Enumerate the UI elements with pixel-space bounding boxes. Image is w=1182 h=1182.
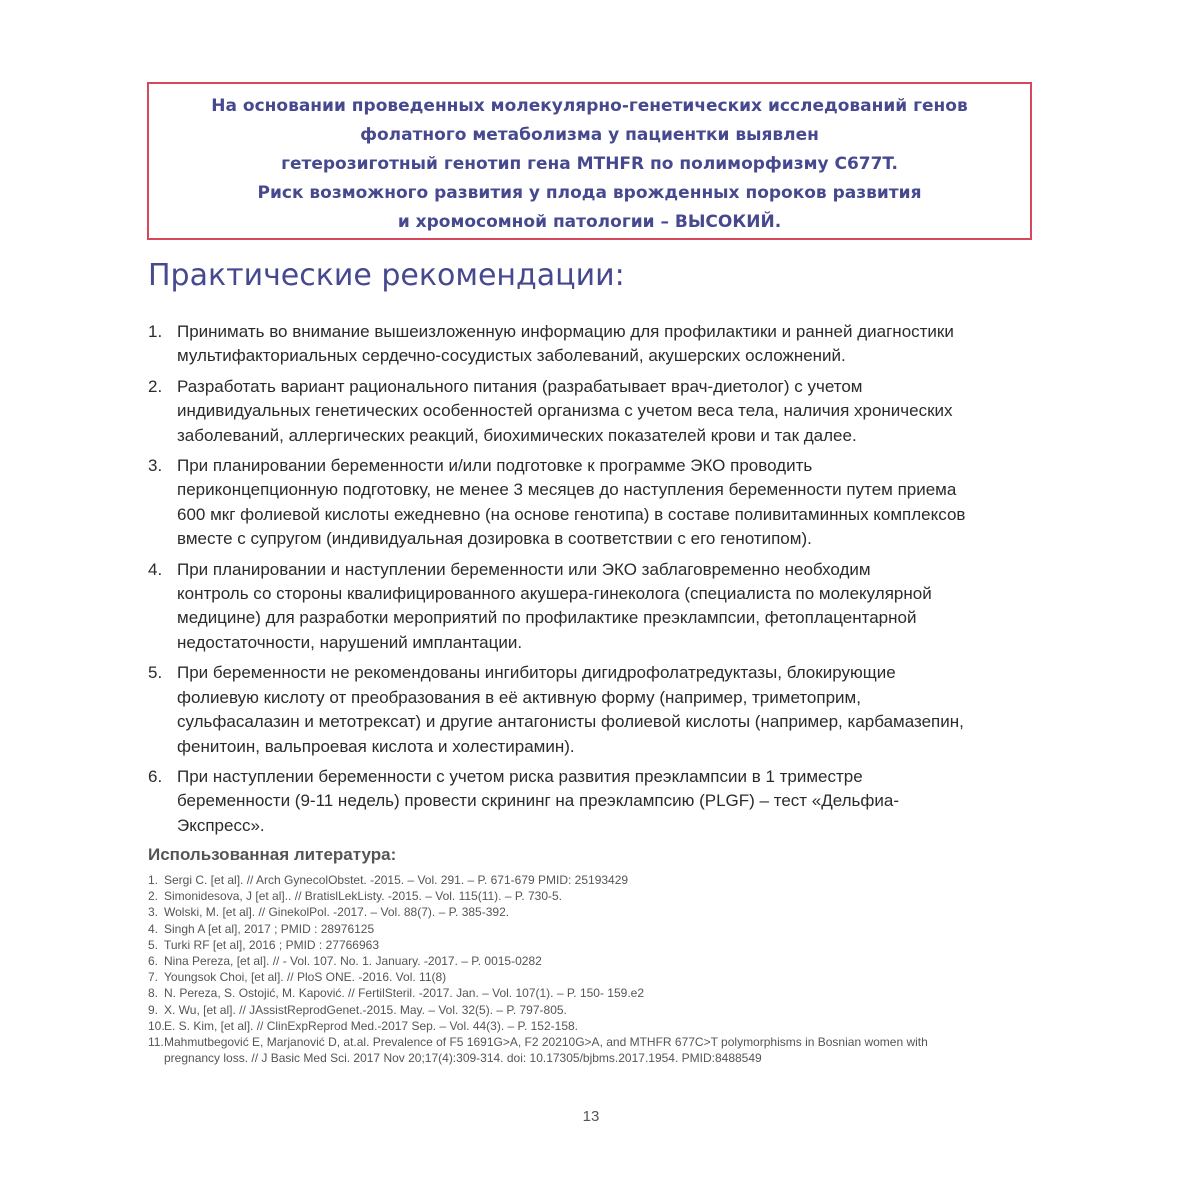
reference-number: 7. <box>148 970 159 985</box>
reference-number: 2. <box>148 889 159 904</box>
recommendation-text-line: мультифакториальных сердечно-сосудистых заболеваний, акушерских осложнений. <box>177 346 846 366</box>
recommendation-item <box>148 558 1038 656</box>
recommendation-text-line: При планировании беременности и/или подготовке к программе ЭКО проводить <box>177 456 813 476</box>
conclusion-box <box>147 82 1032 240</box>
conclusion-line: На основании проведенных молекулярно-генетических исследований генов <box>211 96 968 116</box>
reference-text: N. Pereza, S. Ostojić, M. Kapović. // FertilSteril. -2017. Jan. – Vol. 107(1). – P. 150- 159.e2 <box>164 986 645 1001</box>
recommendation-item <box>148 454 1038 552</box>
reference-number: 5. <box>148 937 159 952</box>
recommendation-text-line: Экспресс». <box>177 815 265 835</box>
reference-item <box>148 904 1038 920</box>
recommendation-text-line: При наступлении беременности с учетом риска развития преэклампсии в 1 триместре <box>177 766 863 786</box>
reference-item <box>148 1018 1038 1034</box>
recommendation-number: 2. <box>148 376 163 396</box>
reference-item <box>148 937 1038 953</box>
references-heading: Использованная литература: <box>148 845 397 864</box>
recommendation-text-line: сульфасалазин и метотрексат) и другие антагонисты фолиевой кислоты (например, карбамазепин, <box>177 712 964 732</box>
conclusion-line: гетерозиготный генотип гена MTHFR по полиморфизму C677T. <box>281 154 898 174</box>
reference-number: 9. <box>148 1002 159 1017</box>
reference-number: 4. <box>148 921 159 936</box>
reference-text: Wolski, M. [et al]. // GinekolPol. -2017. – Vol. 88(7). – P. 385-392. <box>164 905 510 920</box>
reference-item <box>148 985 1038 1001</box>
recommendation-number: 6. <box>148 766 163 786</box>
references-list <box>148 872 1038 1066</box>
recommendation-text-line: Принимать во внимание вышеизложенную информацию для профилактики и ранней диагностики <box>177 322 954 341</box>
recommendation-text-line: индивидуальных генетических особенностей организма с учетом веса тела, наличия хронических <box>177 401 953 421</box>
reference-text: Simonidesova, J [et al].. // BratislLekListy. -2015. – Vol. 115(11). – P. 730-5. <box>164 889 562 904</box>
recommendation-text-line: заболеваний, аллергических реакций, биохимических показателей крови и так далее. <box>177 425 857 445</box>
recommendation-text-line: вместе с супругом (индивидуальная дозировка в соответствии с его генотипом). <box>177 529 812 549</box>
conclusion-line: фолатного метаболизма у пациентки выявлен <box>360 125 819 145</box>
reference-item <box>148 969 1038 985</box>
recommendation-number: 4. <box>148 559 163 579</box>
recommendation-item <box>148 320 1038 369</box>
recommendation-number: 3. <box>148 456 163 476</box>
recommendation-item <box>148 661 1038 759</box>
reference-number: 11. <box>148 1035 164 1050</box>
reference-text: Youngsok Choi, [et al]. // PloS ONE. -2016. Vol. 11(8) <box>164 970 447 985</box>
reference-text: Nina Pereza, [et al]. // - Vol. 107. No. 1. January. -2017. – P. 0015-0282 <box>164 954 542 969</box>
recommendations-list <box>148 320 1038 844</box>
recommendation-text-line: При планировании и наступлении беременности или ЭКО заблаговременно необходим <box>177 559 871 579</box>
reference-text: Turki RF [et al], 2016 ; PMID : 27766963 <box>164 937 379 952</box>
reference-item <box>148 1002 1038 1018</box>
reference-text: X. Wu, [et al]. // JAssistReprodGenet.-2015. May. – Vol. 32(5). – P. 797-805. <box>164 1002 567 1017</box>
section-title: Практические рекомендации: <box>148 258 625 293</box>
reference-item <box>148 921 1038 937</box>
reference-item <box>148 872 1038 888</box>
reference-text: Mahmutbegović E, Marjanović D, at.al. Prevalence of F5 1691G>A, F2 20210G>A, and MTHFR 677C>T polymorphisms in Bosnian women with <box>164 1035 928 1050</box>
recommendation-text-line: При беременности не рекомендованы ингибиторы дигидрофолатредуктазы, блокирующие <box>177 663 896 683</box>
reference-number: 1. <box>148 873 159 887</box>
reference-text: Singh A [et al], 2017 ; PMID : 28976125 <box>164 921 375 936</box>
recommendation-text-line: фолиевую кислоту от преобразования в её активную форму (например, триметоприм, <box>177 687 861 707</box>
reference-number: 6. <box>148 954 159 969</box>
conclusion-line: и хромосомной патологии – ВЫСОКИЙ. <box>397 212 782 232</box>
recommendation-text-line: контроль со стороны квалифицированного акушера-гинеколога (специалиста по молекулярной <box>177 584 932 604</box>
recommendation-text-line: медицине) для разработки мероприятий по профилактике преэклампсии, фетоплацентарной <box>177 608 917 628</box>
recommendation-text-line: фенитоин, вальпроевая кислота и холестирамин). <box>177 736 575 756</box>
recommendation-number: 1. <box>148 322 163 341</box>
reference-text: E. S. Kim, [et al]. // ClinExpReprod Med.-2017 Sep. – Vol. 44(3). – P. 152-158. <box>164 1018 579 1033</box>
recommendation-text-line: периконцепционную подготовку, не менее 3 месяцев до наступления беременности путем приема <box>177 480 957 500</box>
recommendation-item <box>148 375 1038 448</box>
recommendation-text-line: беременности (9-11 недель) провести скрининг на преэклампсию (PLGF) – тест «Дельфиа- <box>177 791 900 811</box>
reference-item <box>148 1034 1038 1066</box>
recommendation-text-line: 600 мкг фолиевой кислоты ежедневно (на основе генотипа) в составе поливитаминных комплексов <box>177 504 966 524</box>
page-number: 13 <box>582 1108 600 1125</box>
recommendation-text-line: недостаточности, нарушений имплантации. <box>177 632 523 652</box>
recommendation-item <box>148 765 1038 838</box>
reference-number: 8. <box>148 986 159 1001</box>
reference-text: Sergi C. [et al]. // Arch GynecolObstet. -2015. – Vol. 291. – P. 671-679 PMID: 25193429 <box>164 873 629 887</box>
conclusion-line: Риск возможного развития у плода врожденных пороков развития <box>257 183 922 203</box>
recommendation-number: 5. <box>148 663 163 683</box>
reference-number: 3. <box>148 905 159 920</box>
recommendation-text-line: Разработать вариант рационального питания (разрабатывает врач-диетолог) с учетом <box>177 376 863 396</box>
reference-number: 10. <box>148 1018 165 1033</box>
reference-text: pregnancy loss. // J Basic Med Sci. 2017 Nov 20;17(4):309-314. doi: 10.17305/bjbms.2017.1954. PMID:8488549 <box>164 1051 762 1066</box>
reference-item <box>148 888 1038 904</box>
reference-item <box>148 953 1038 969</box>
